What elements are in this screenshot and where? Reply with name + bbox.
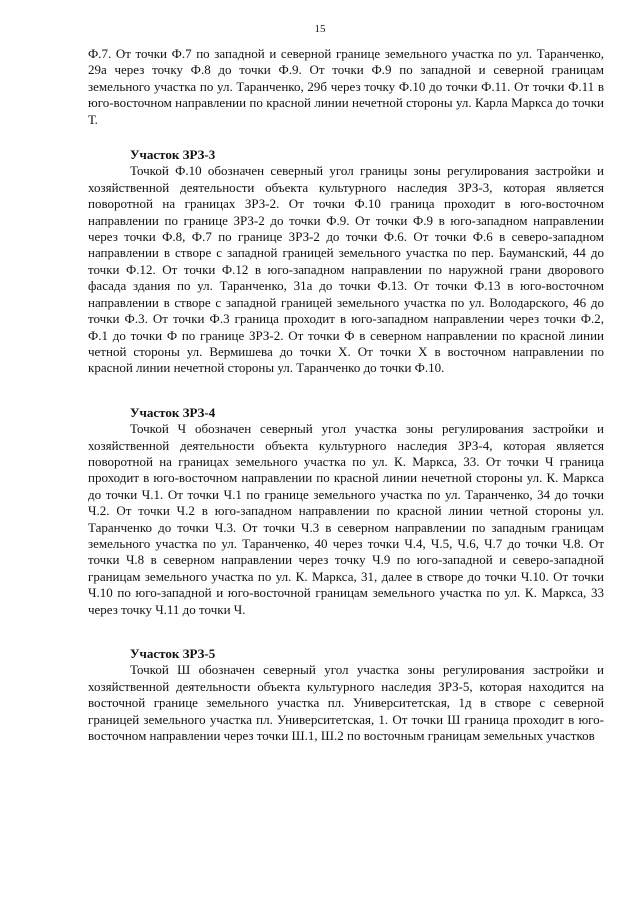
section-text-zrz5: Точкой Ш обозначен северный угол участка зоны регулирования застройки и хозяйственной деятельности объекта культурного наследия ЗРЗ-5, которая находится на восточной границе земельного участка пл. Университетская, 1д в створе с северной границей земельного участка пл. Университетская, 1. От точки Ш граница проходит в юго-восточном направлении через точки Ш.1, Ш.2 по восточным границам земельных участков bbox=[88, 662, 604, 744]
spacer bbox=[88, 618, 604, 646]
section-title-zrz3: Участок ЗРЗ-3 bbox=[130, 147, 216, 163]
section-title-zrz5: Участок ЗРЗ-5 bbox=[130, 646, 216, 661]
spacer bbox=[88, 128, 604, 147]
intro-paragraph: Ф.7. От точки Ф.7 по западной и северной границе земельного участка по ул. Таранченко, 29а через точку Ф.8 до точки Ф.9. От точки Ф.9 по западной и северной границам земельного участка по ул. Таранченко, 29б через точку Ф.10 до точки Ф.11. От точки Ф.11 в юго-восточном направлении по красной линии нечетной стороны ул. Карла Маркса до точки Т. bbox=[88, 46, 604, 127]
section-text-zrz4: Точкой Ч обозначен северный угол участка зоны регулирования застройки и хозяйственной деятельности объекта культурного наследия ЗРЗ-4, которая является поворотной на границах земельного участка по ул. К. Маркса, 33. От точки Ч граница проходит в юго-восточном направлении по красной линии нечетной стороны ул. К. Маркса до точки Ч.1. От точки Ч.1 по границе земельного участка по ул. Таранченко, 34 до точки Ч.2. От точки Ч.2 в юго-западном направлении по красной линии четной стороны ул. Таранченко до точки Ч.3. От точки Ч.3 в северном направлении по западным границам земельного участка по ул. Таранченко, 40 через точки Ч.4, Ч.5, Ч.6, Ч.7 до точки Ч.8. От точки Ч.8 в северном направлении через точку Ч.9 по юго-западной и северо-западной границам земельного участка по ул. К. Маркса, 31, далее в створе до точки Ч.10. От точки Ч.10 по юго-западной и юго-восточной границам земельного участка по ул. К. Маркса, 33 через точку Ч.11 до точки Ч. bbox=[88, 421, 604, 617]
spacer bbox=[88, 377, 604, 405]
page-number: 15 bbox=[314, 23, 326, 35]
document-body bbox=[88, 46, 604, 744]
section-title-zrz4: Участок ЗРЗ-4 bbox=[130, 404, 216, 420]
section-text-zrz3: Точкой Ф.10 обозначен северный угол границы зоны регулирования застройки и хозяйственной деятельности объекта культурного наследия ЗРЗ-3, которая является поворотной на границах ЗРЗ-2. От точки Ф.10 граница проходит в юго-восточном направлении по границе ЗРЗ-2 до точки Ф.9. От точки Ф.9 в юго-западном направлении через точки Ф.8, Ф.7 по границе ЗРЗ-2 до точки Ф.6. От точки Ф.6 в северо-западном направлении в створе с западной границей земельного участка по пер. Бауманский, 44 до точки Ф.12. От точки Ф.12 в юго-западном направлении по наружной грани дворового фасада здания по ул. Таранченко, 31а до точки Ф.13. От точки Ф.13 в юго-восточном направлении в створе с западной границей земельного участка по ул. Володарского, 46 до точки Ф.3. От точки Ф.3 граница проходит в юго-западном направлении через точки Ф.2, Ф.1 до точки Ф по границе ЗРЗ-2. От точки Ф в северном направлении по красной линии четной стороны ул. Вермишева до точки Х. От точки Х в восточном направлении по красной линии нечетной стороны ул. Таранченко до точки Ф.10. bbox=[88, 163, 604, 376]
